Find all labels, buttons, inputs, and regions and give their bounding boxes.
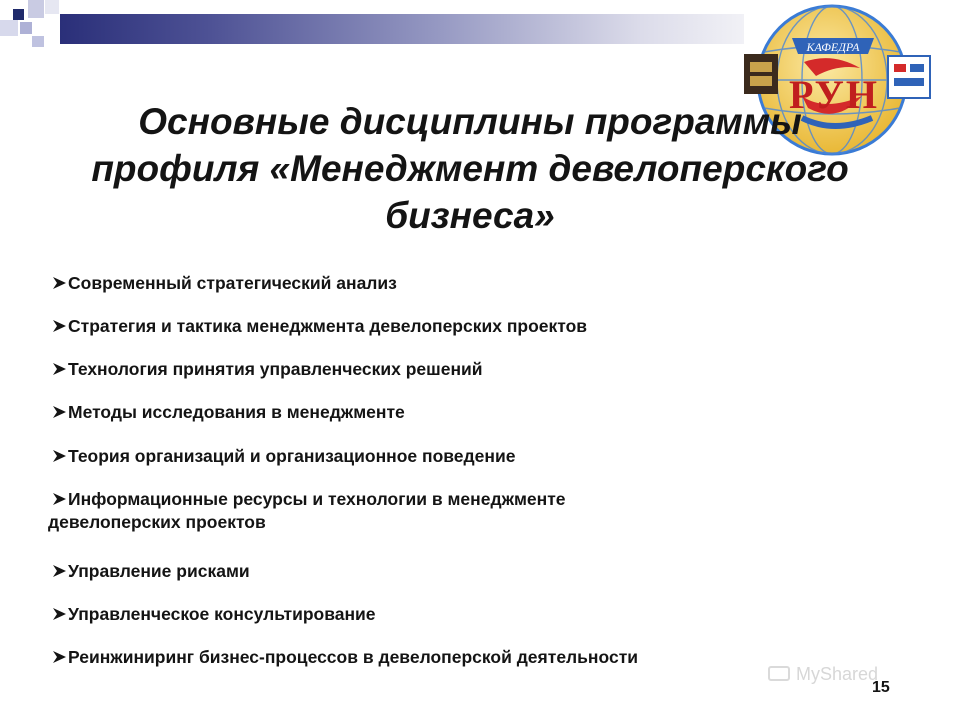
arrow-bullet-icon <box>52 650 68 664</box>
list-item-text: Методы исследования в менеджменте <box>68 402 405 422</box>
list-item <box>52 272 397 295</box>
page-number: 15 <box>872 679 890 696</box>
list-item-text: Управленческое консультирование <box>68 604 376 624</box>
arrow-bullet-icon <box>52 449 68 463</box>
title-line: бизнеса» <box>385 195 555 236</box>
list-item <box>52 358 483 381</box>
arrow-bullet-icon <box>52 405 68 419</box>
list-item <box>52 315 587 338</box>
list-item <box>52 445 515 468</box>
list-item <box>48 488 566 534</box>
list-item-text: Современный стратегический анализ <box>68 273 397 293</box>
header-square <box>45 0 59 14</box>
list-item-text: Информационные ресурсы и технологии в менеджменте <box>68 489 566 509</box>
logo-banner-text: КАФЕДРА <box>806 40 860 54</box>
watermark-text: MyShared <box>796 664 879 684</box>
header-square <box>28 0 44 18</box>
list-item <box>52 401 405 424</box>
arrow-bullet-icon <box>52 492 68 506</box>
arrow-bullet-icon <box>52 319 68 333</box>
title-line: профиля «Менеджмент девелоперского <box>91 148 849 189</box>
header-square <box>32 36 44 47</box>
arrow-bullet-icon <box>52 362 68 376</box>
list-item <box>52 603 376 626</box>
list-item <box>52 646 638 669</box>
tv-icon <box>768 666 790 681</box>
list-item-text: Управление рисками <box>68 561 250 581</box>
list-item-text: Технология принятия управленческих решений <box>68 359 483 379</box>
arrow-bullet-icon <box>52 276 68 290</box>
header-square <box>20 22 32 34</box>
list-item <box>52 560 250 583</box>
header-square <box>0 20 18 36</box>
title-line: Основные дисциплины программы <box>138 101 802 142</box>
arrow-bullet-icon <box>52 564 68 578</box>
list-item-continuation: девелоперских проектов <box>48 512 266 532</box>
list-item-text: Стратегия и тактика менеджмента девелоперских проектов <box>68 316 588 336</box>
header-gradient-bar <box>60 14 744 44</box>
logo-letters: РУН <box>789 72 879 117</box>
header-square <box>13 9 24 20</box>
arrow-bullet-icon <box>52 607 68 621</box>
list-item-text: Теория организаций и организационное поведение <box>68 446 516 466</box>
slide-title <box>20 98 920 239</box>
list-item-text: Реинжиниринг бизнес-процессов в девелоперской деятельности <box>68 647 639 667</box>
